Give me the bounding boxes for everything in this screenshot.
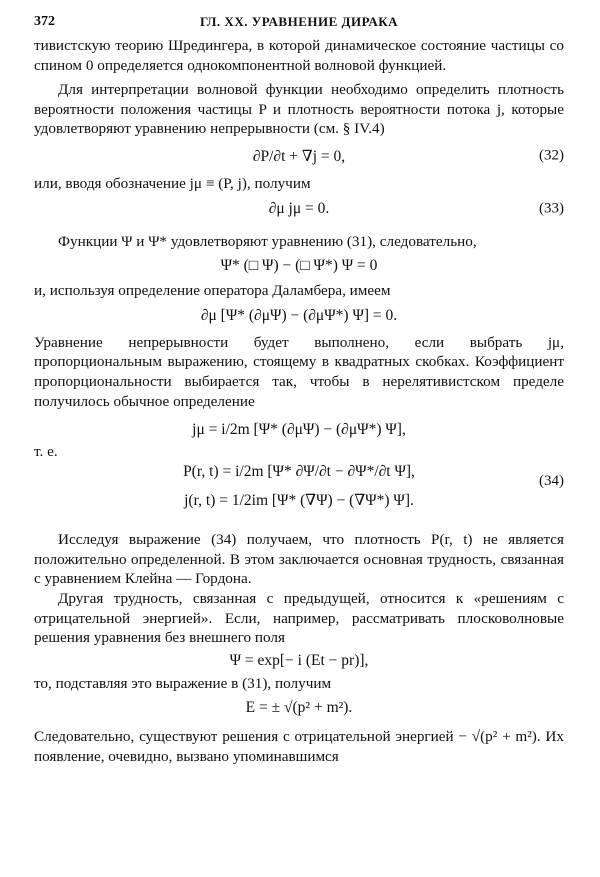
equation-box [34,257,564,275]
page-header [34,12,564,36]
paragraph-1: тивистскую теорию Шредингера, в которой динамическое состояние частицы со спином 0 определяется однокомпонентной волновой функцией. [34,37,564,74]
book-page [34,12,564,766]
equation-dalembert-body: ∂μ [Ψ* (∂μΨ) − (∂μΨ*) Ψ] = 0. [200,306,398,324]
equation-32-body: ∂P/∂t + ∇j = 0, [252,147,346,165]
equation-dalembert [34,307,564,325]
equation-32-tag: (32) [539,147,564,164]
paragraph-7: Исследуя выражение (34) получаем, что плотность P(r, t) не является положительно определенной. В этом заключается основная трудность, связанная с уравнением Клейна — Гордона. [34,531,564,588]
equation-plane-wave-body: Ψ = exp[− i (Et − pr)], [229,651,369,669]
equation-34-tag: (34) [539,473,564,490]
equation-box-body: Ψ* (□ Ψ) − (□ Ψ*) Ψ = 0 [220,257,378,275]
equation-energy-body: E = ± √(p² + m²). [245,699,353,717]
equation-33-body: ∂μ jμ = 0. [268,199,330,217]
paragraph-9: то, подставляя это выражение в (31), получим [34,674,332,692]
equation-current [34,421,564,439]
paragraph-6: Уравнение непрерывности будет выполнено, если выбрать jμ, пропорциональным выражению, стоящему в квадратных скобках. Коэффициент пропорциональности выбирается так, чтобы в нерелятивистском пределе получилось обычное определение [34,333,564,410]
equation-32 [34,147,564,166]
paragraph-8: Другая трудность, связанная с предыдущей, относится к «решениям с отрицательной энергией». Если, например, рассматривать плосковолновые решения уравнения без внешнего поля [34,589,564,647]
equation-34a-body: P(r, t) = i/2m [Ψ* ∂Ψ/∂t − ∂Ψ*/∂t Ψ], [183,463,415,481]
equation-current-body: jμ = i/2m [Ψ* (∂μΨ) − (∂μΨ*) Ψ], [192,421,406,439]
paragraph-2: Для интерпретации волновой функции необходимо определить плотность вероятности положения частицы P и плотность вероятности потока j, которые удовлетворяют уравнению непрерывности (см. § IV.4) [34,81,564,138]
equation-34b [34,491,564,510]
running-title: ГЛ. XX. УРАВНЕНИЕ ДИРАКА [199,14,399,29]
paragraph-5: и, используя определение оператора Даламбера, имеем [34,282,391,300]
that-is-label: т. е. [34,443,58,461]
paragraph-10: Следовательно, существуют решения с отрицательной энергией − √(p² + m²). Их появление, очевидно, вызвано упоминавшимся [34,728,564,765]
equation-energy [34,699,564,717]
equation-34b-body: j(r, t) = 1/2im [Ψ* (∇Ψ) − (∇Ψ*) Ψ]. [184,492,414,510]
paragraph-4: Функции Ψ и Ψ* удовлетворяют уравнению (31), следовательно, [58,232,477,250]
equation-33-tag: (33) [539,200,564,217]
equation-34a [34,445,564,481]
page-number: 372 [34,14,55,29]
equation-33 [34,200,564,218]
paragraph-3: или, вводя обозначение jμ ≡ (P, j), получим [34,174,311,192]
equation-plane-wave [34,652,564,670]
equation-34-group [34,445,564,521]
